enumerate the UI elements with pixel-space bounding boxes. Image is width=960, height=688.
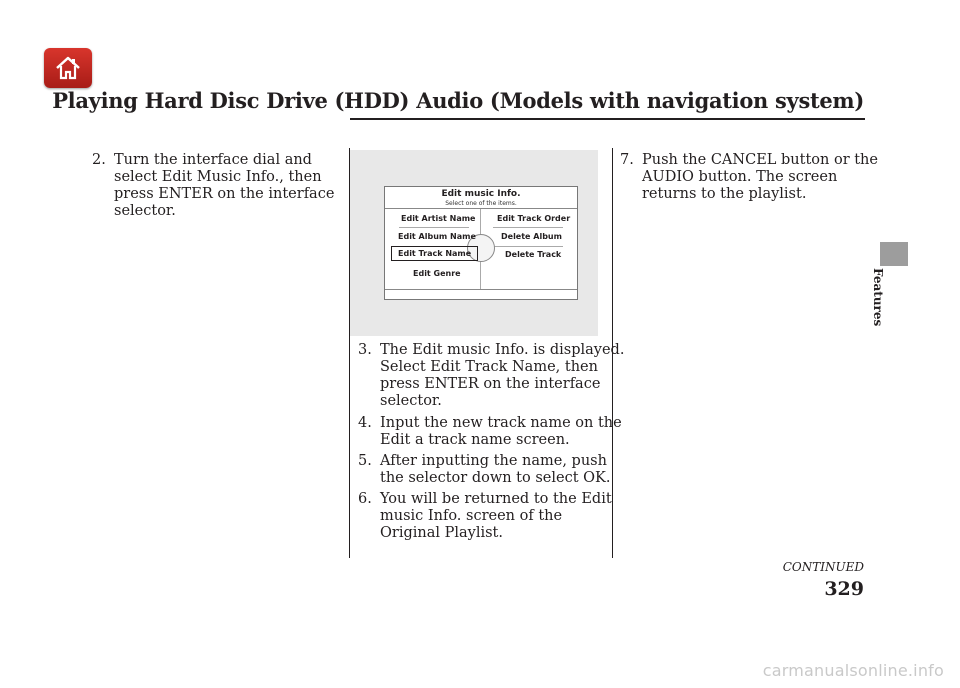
menu-item-edit-track-order[interactable]: Edit Track Order (497, 214, 571, 223)
watermark: carmanualsonline.info (762, 661, 944, 680)
screen-divider (385, 208, 577, 209)
home-button[interactable] (44, 48, 92, 88)
page-title: Playing Hard Disc Drive (HDD) Audio (Models with navigation system) (52, 88, 864, 113)
page-number: 329 (824, 578, 864, 600)
header-divider (350, 118, 865, 120)
screen-title: Edit music Info. (441, 189, 521, 199)
home-icon (53, 53, 83, 83)
screen-divider (385, 289, 577, 290)
step-4: 4. Input the new track name on the Edit a track name screen. (358, 415, 622, 448)
section-tab[interactable] (869, 268, 889, 348)
menu-item-delete-track[interactable]: Delete Track (505, 250, 562, 259)
section-tab-label: Features (871, 268, 885, 327)
step-5: 5. After inputting the name, push the selector down to select OK. (358, 453, 611, 486)
menu-item-edit-track-name[interactable]: Edit Track Name (391, 246, 478, 261)
menu-item-edit-genre[interactable]: Edit Genre (413, 269, 461, 278)
menu-item-edit-artist-name[interactable]: Edit Artist Name (401, 214, 476, 223)
step-6: 6. You will be returned to the Edit music Info. screen of the Original Playlist. (358, 491, 612, 541)
section-tab-marker (880, 242, 908, 266)
screen-subtitle: Select one of the items. (445, 200, 517, 207)
step-2: 2. Turn the interface dial and select Edit Music Info., then press ENTER on the interface selector. (92, 152, 335, 219)
menu-item-delete-album[interactable]: Delete Album (501, 232, 562, 241)
step-7: 7. Push the CANCEL button or the AUDIO button. The screen returns to the playlist. (620, 152, 878, 202)
step-3: 3. The Edit music Info. is displayed. Select Edit Track Name, then press ENTER on the interface selector. (358, 342, 625, 409)
menu-item-edit-album-name[interactable]: Edit Album Name (398, 232, 476, 241)
edit-music-info-screen (384, 186, 578, 300)
menu-divider (493, 246, 563, 247)
continued-label: CONTINUED (782, 560, 864, 574)
menu-divider (399, 227, 469, 228)
menu-divider (493, 227, 563, 228)
